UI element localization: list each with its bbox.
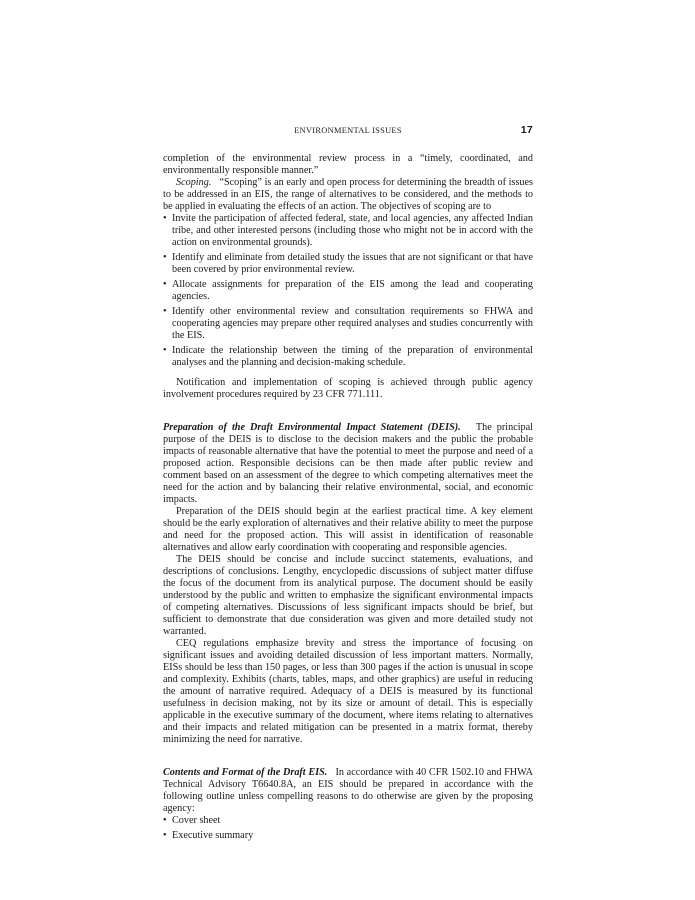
scoping-objectives-list xyxy=(163,213,533,369)
running-header-title: ENVIRONMENTAL ISSUES xyxy=(294,126,402,135)
paragraph-deis-concise: The DEIS should be concise and include succinct statements, evaluations, and descriptions of conclusions. Lengthy, encyclopedic discussions of subject matter diffuse the focus of the document from its analytical purpose. The document should be easily understood by the public and written to emphasize the significant environmental impacts of competing alternatives. Discussions of less significant impacts should be brief, but sufficient to demonstrate that due consideration was given and more detailed study not warranted. xyxy=(163,554,533,637)
paragraph-deis-intro xyxy=(163,422,533,506)
eis-outline-list xyxy=(163,815,533,842)
paragraph-deis-timing: Preparation of the DEIS should begin at the earliest practical time. A key element should be the early exploration of alternatives and their relative ability to meet the purpose and need for the proposed action. This will assist in identification of reasonable alternatives and allow early coordination with cooperating and responsible agencies. xyxy=(163,506,533,553)
paragraph-contents-format xyxy=(163,767,533,815)
bullet-icon: • xyxy=(163,306,167,317)
list-item-text: Cover sheet xyxy=(172,815,221,826)
bullet-icon: • xyxy=(163,279,167,290)
list-item-text: Indicate the relationship between the timing of the preparation of environmental analyses and the planning and decision-making schedule. xyxy=(172,345,533,368)
list-item xyxy=(163,252,533,276)
page-body xyxy=(163,153,533,842)
list-item xyxy=(163,830,533,842)
paragraph-continuation: completion of the environmental review process in a “timely, coordinated, and environmentally responsible manner.” xyxy=(163,153,533,176)
deis-intro-text: The principal purpose of the DEIS is to disclose to the decision makers and the public the probable impacts of reasonable alternative that have the potential to meet the purpose and need of a proposed action. Responsible decisions can be then made after public review and comment based on an assessment of the degree to which competing alternatives meet the need for the action and by balancing their relative environmental, social, and economic impacts. xyxy=(163,422,534,505)
list-item xyxy=(163,345,533,369)
bullet-icon: • xyxy=(163,252,167,263)
running-header xyxy=(163,124,533,140)
list-item-text: Allocate assignments for preparation of the EIS among the lead and cooperating agencies. xyxy=(172,279,533,302)
bullet-icon: • xyxy=(163,345,167,356)
paragraph-scoping xyxy=(163,177,533,213)
book-page xyxy=(163,124,533,845)
list-item-text: Identify and eliminate from detailed study the issues that are not significant or that have been covered by prior environmental review. xyxy=(172,252,533,275)
paragraph-ceq-regulations: CEQ regulations emphasize brevity and stress the importance of focusing on significant issues and avoiding detailed discussion of less important matters. Normally, EISs should be less than 150 pages, or less than 300 pages if the action is unusual in scope and complexity. Exhibits (charts, tables, maps, and other graphics) are useful in reducing the amount of narrative required. Adequacy of a DEIS is measured by its functional usefulness in decision making, not by its size or amount of detail. This is especially applicable in the executive summary of the document, where items relating to alternatives and their impacts and related mitigation can be presented in a matrix format, thereby minimizing the need for narrative. xyxy=(163,638,533,745)
list-item xyxy=(163,306,533,342)
scoping-run-in-head: Scoping. xyxy=(176,177,212,188)
page-number: 17 xyxy=(520,124,533,136)
paragraph-notification: Notification and implementation of scoping is achieved through public agency involvement procedures required by 23 CFR 771.111. xyxy=(163,377,533,400)
deis-section-heading: Preparation of the Draft Environmental Impact Statement (DEIS). xyxy=(163,422,461,433)
contents-text: In accordance with 40 CFR 1502.10 and FHWA Technical Advisory T6640.8A, an EIS should be prepared in accordance with the following outline unless compelling reasons to do otherwise are given by the proposing agency: xyxy=(163,767,534,814)
contents-section-heading: Contents and Format of the Draft EIS. xyxy=(163,767,328,778)
bullet-icon: • xyxy=(163,830,167,841)
list-item xyxy=(163,213,533,249)
list-item xyxy=(163,815,533,827)
list-item-text: Identify other environmental review and consultation requirements so FHWA and cooperating agencies may prepare other required analyses and studies concurrently with the EIS. xyxy=(172,306,533,341)
bullet-icon: • xyxy=(163,815,167,826)
scoping-text: “Scoping” is an early and open process for determining the breadth of issues to be addressed in an EIS, the range of alternatives to be considered, and the methods to be applied in evaluating the effects of an action. The objectives of scoping are to xyxy=(163,177,534,212)
list-item-text: Invite the participation of affected federal, state, and local agencies, any affected Indian tribe, and other interested persons (including those who might not be in accord with the action on environmental grounds). xyxy=(172,213,533,248)
bullet-icon: • xyxy=(163,213,167,224)
list-item-text: Executive summary xyxy=(172,830,254,841)
list-item xyxy=(163,279,533,303)
